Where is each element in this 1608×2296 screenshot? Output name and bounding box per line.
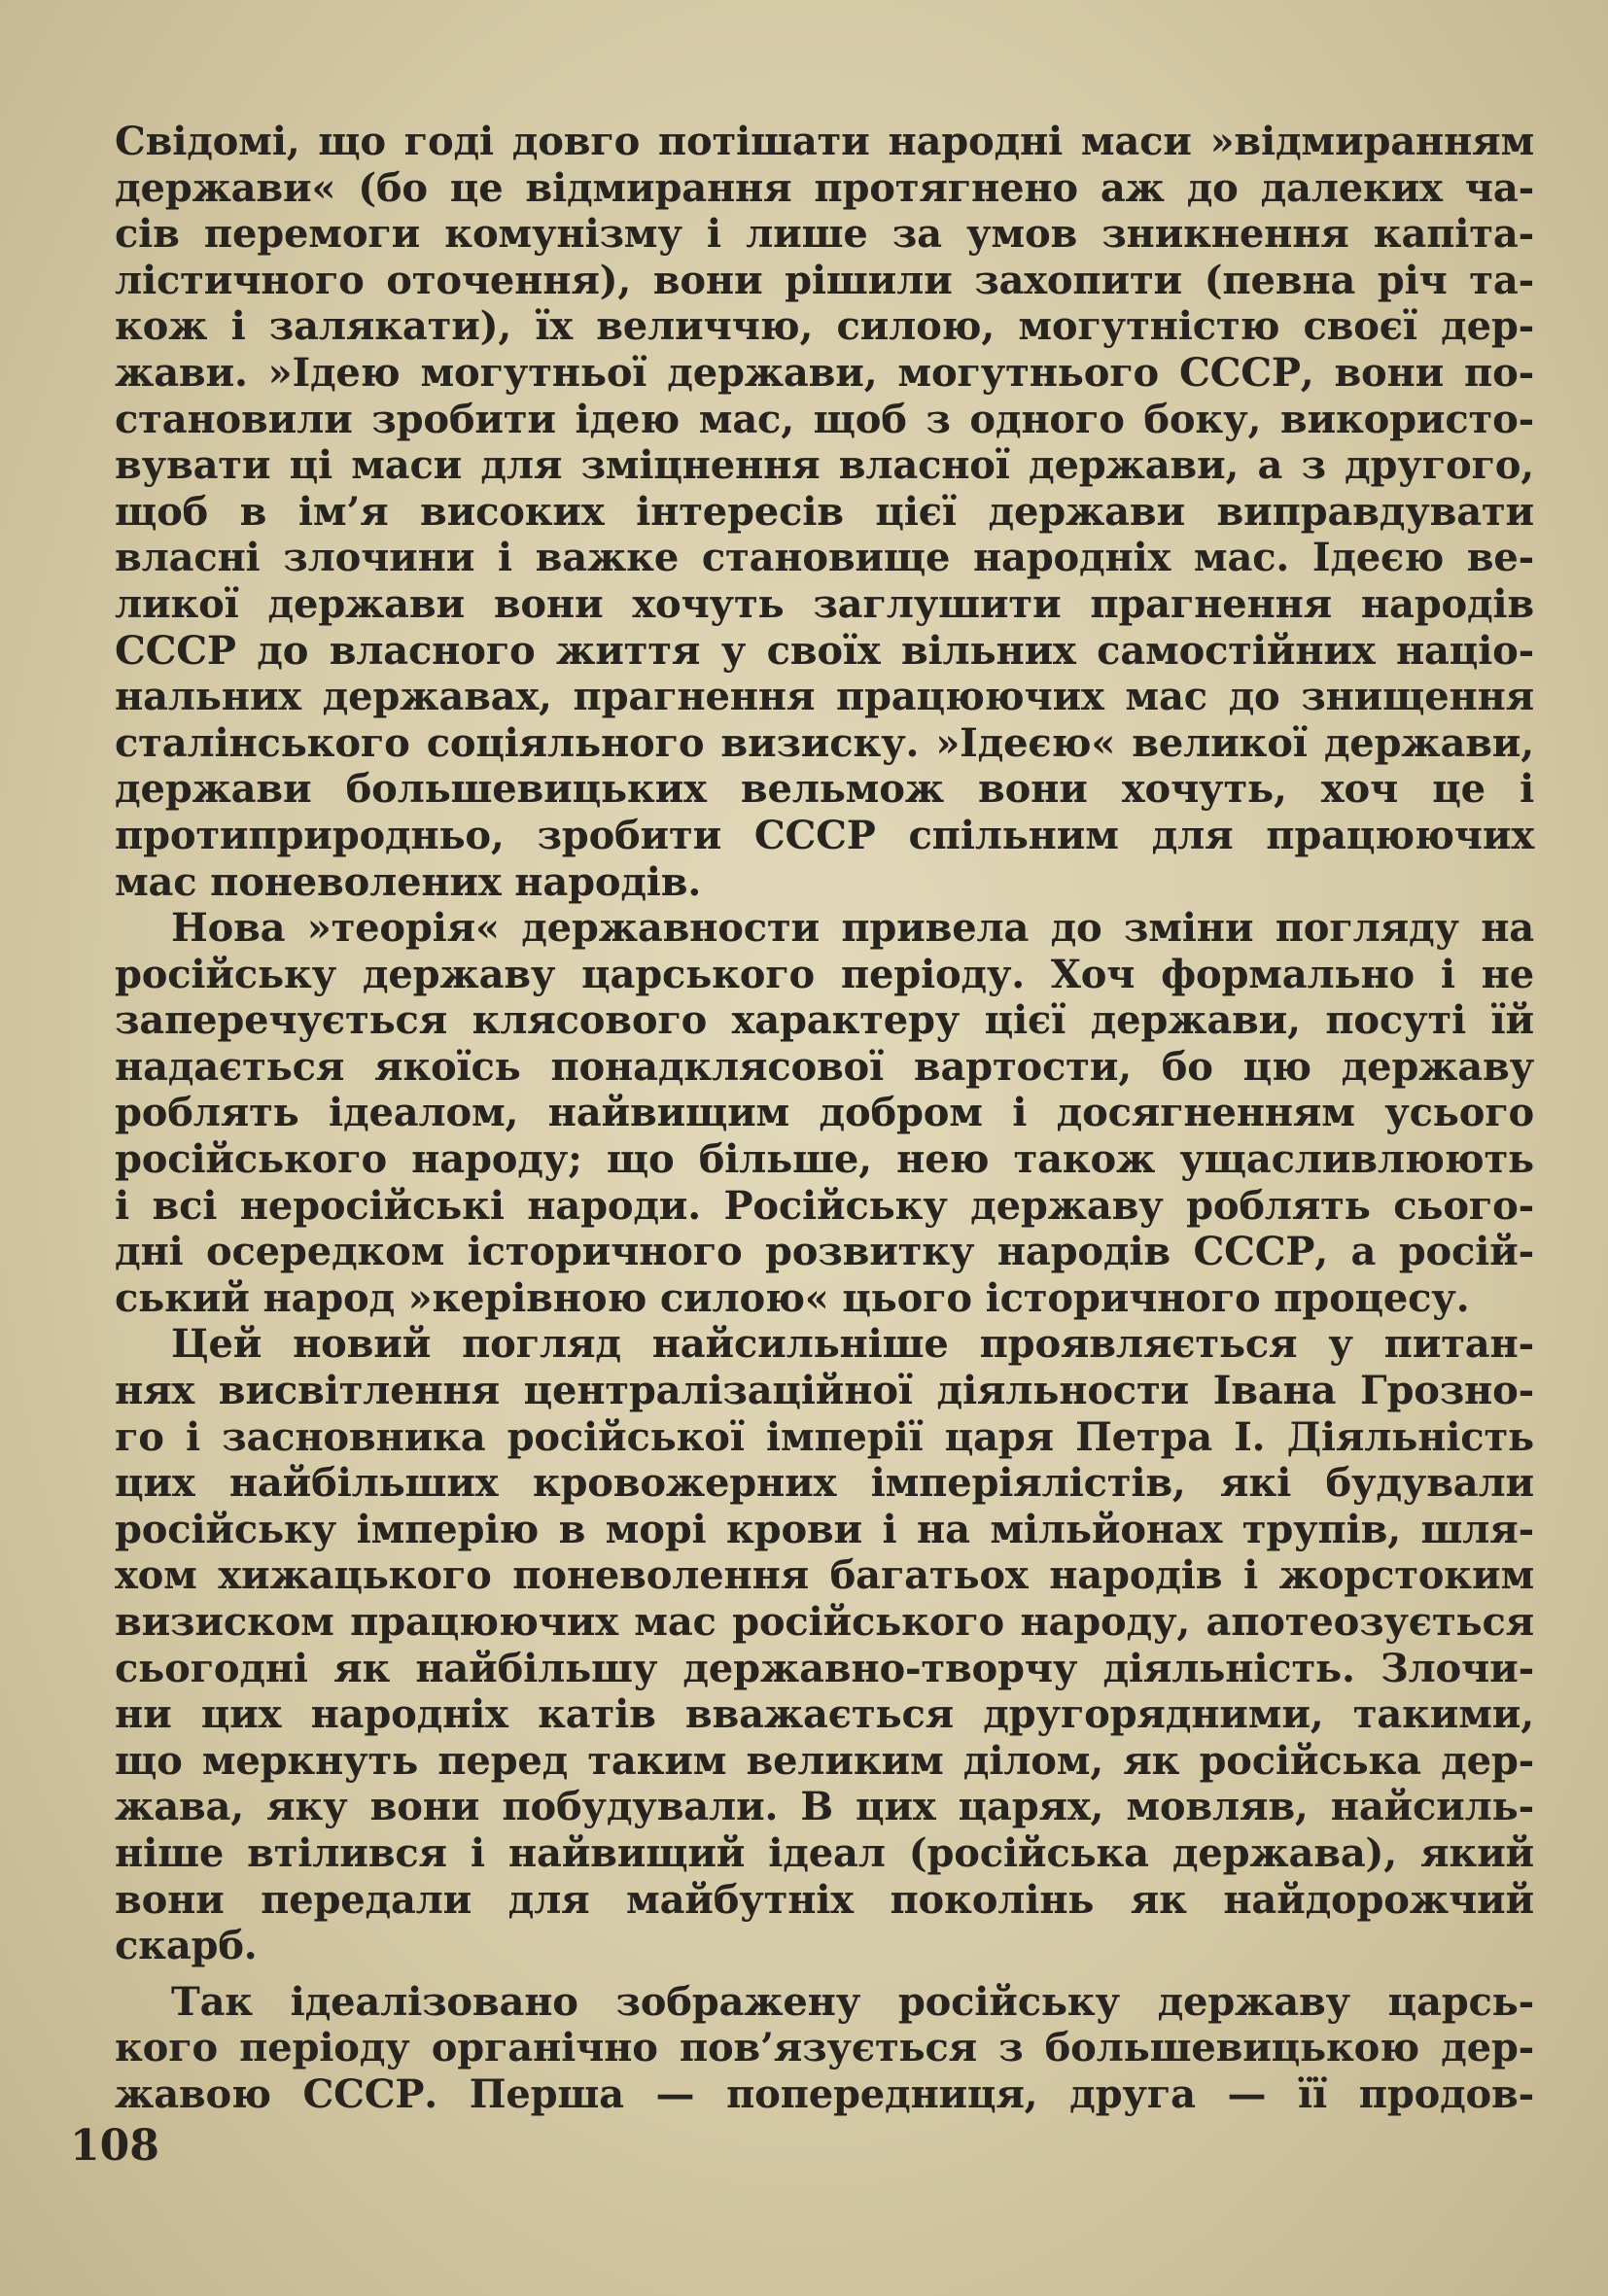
paragraph: [115, 905, 1534, 1321]
text-line: кого періоду органічно пов’язується з большевицькою дер-: [115, 2025, 1534, 2071]
text-line: хом хижацького поневолення багатьох народів і жорстоким: [115, 1552, 1534, 1599]
text-line: го і засновника російської імперії царя Петра І. Діяльність: [115, 1413, 1534, 1460]
paragraph: [115, 1321, 1534, 1968]
text-line: жавою СССР. Перша — попередниця, друга — її продов-: [115, 2070, 1534, 2117]
text-line: роблять ідеалом, найвищим добром і досягненням усього: [115, 1090, 1534, 1136]
text-line: сьогодні як найбільшу державно-творчу діяльність. Злочи-: [115, 1645, 1534, 1691]
text-line: заперечується клясового характеру цієї держави, посуті їй: [115, 997, 1534, 1044]
text-line: Цей новий погляд найсильніше проявляється у питан-: [171, 1321, 1534, 1368]
text-line: ни цих народніх катів вважається другорядними, такими,: [115, 1691, 1534, 1738]
text-line: щоб в ім’я високих інтересів цієї держави виправдувати: [115, 488, 1534, 535]
text-line: СССР до власного життя у своїх вільних самостійних націо-: [115, 627, 1534, 674]
text-line: становили зробити ідею мас, щоб з одного боку, використо-: [115, 396, 1534, 442]
text-line: нях висвітлення централізаційної діяльности Івана Грозно-: [115, 1368, 1534, 1414]
text-line: Свідомі, що годі довго потішати народні маси »відмиранням: [115, 119, 1534, 164]
text-line: власні злочини і важке становище народніх мас. Ідеєю ве-: [115, 535, 1534, 581]
text-line: визиском працюючих мас російського народу, апотеозується: [115, 1599, 1534, 1645]
text-line: ський народ »керівною силою« цього історичного процесу.: [115, 1274, 1470, 1321]
page-number: 108: [70, 2121, 159, 2171]
text-line: вони передали для майбутніх поколінь як найдорожчий: [115, 1876, 1534, 1923]
text-line: ликої держави вони хочуть заглушити прагнення народів: [115, 580, 1534, 627]
text-line: мас поневолених народів.: [115, 858, 702, 905]
text-line: надається якоїсь понадклясової вартости, бо цю державу: [115, 1043, 1534, 1090]
text-line: Так ідеалізовано зображену російську державу царсь-: [171, 1978, 1534, 2025]
text-line: кож і залякати), їх величчю, силою, могутністю своєї дер-: [115, 303, 1534, 350]
text-line: нальних державах, прагнення працюючих мас до знищення: [115, 674, 1534, 720]
text-line: російську державу царського періоду. Хоч формально і не: [115, 951, 1534, 997]
text-line: жава, яку вони побудували. В цих царях, мовляв, найсиль-: [115, 1784, 1534, 1830]
text-line: жави. »Ідею могутньої держави, могутнього СССР, вони по-: [115, 349, 1534, 396]
text-line: ніше втілився і найвищий ідеал (російська держава), який: [115, 1829, 1534, 1876]
text-line: російську імперію в морі крови і на мільйонах трупів, шля-: [115, 1506, 1534, 1552]
text-line: Нова »теорія« державности привела до зміни погляду на: [171, 905, 1534, 952]
text-line: держави« (бо це відмирання протягнено аж до далеких ча-: [115, 164, 1534, 211]
text-line: російського народу; що більше, нею також ущасливлюють: [115, 1136, 1534, 1183]
text-line: цих найбільших кровожерних імперіялістів, які будували: [115, 1460, 1534, 1507]
text-line: скарб.: [115, 1923, 258, 1969]
text-line: вувати ці маси для зміцнення власної держави, а з другого,: [115, 442, 1534, 489]
text-line: держави большевицьких вельмож вони хочуть, хоч це і: [115, 766, 1534, 813]
text-line: протиприродньо, зробити СССР спільним для працюючих: [115, 812, 1534, 858]
text-line: дні осередком історичного розвитку народів СССР, а росій-: [115, 1229, 1534, 1275]
body-text: [115, 119, 1534, 2118]
text-line: і всі неросійські народи. Російську державу роблять сього-: [115, 1182, 1534, 1229]
text-line: лістичного оточення), вони рішили захопити (певна річ та-: [115, 257, 1534, 303]
paragraph: [115, 119, 1534, 905]
text-line: сів перемоги комунізму і лише за умов зникнення капіта-: [115, 211, 1534, 258]
text-line: що меркнуть перед таким великим ділом, як російська дер-: [115, 1737, 1534, 1784]
paragraph: [115, 1979, 1534, 2118]
text-line: сталінського соціяльного визиску. »Ідеєю« великої держави,: [115, 719, 1534, 766]
